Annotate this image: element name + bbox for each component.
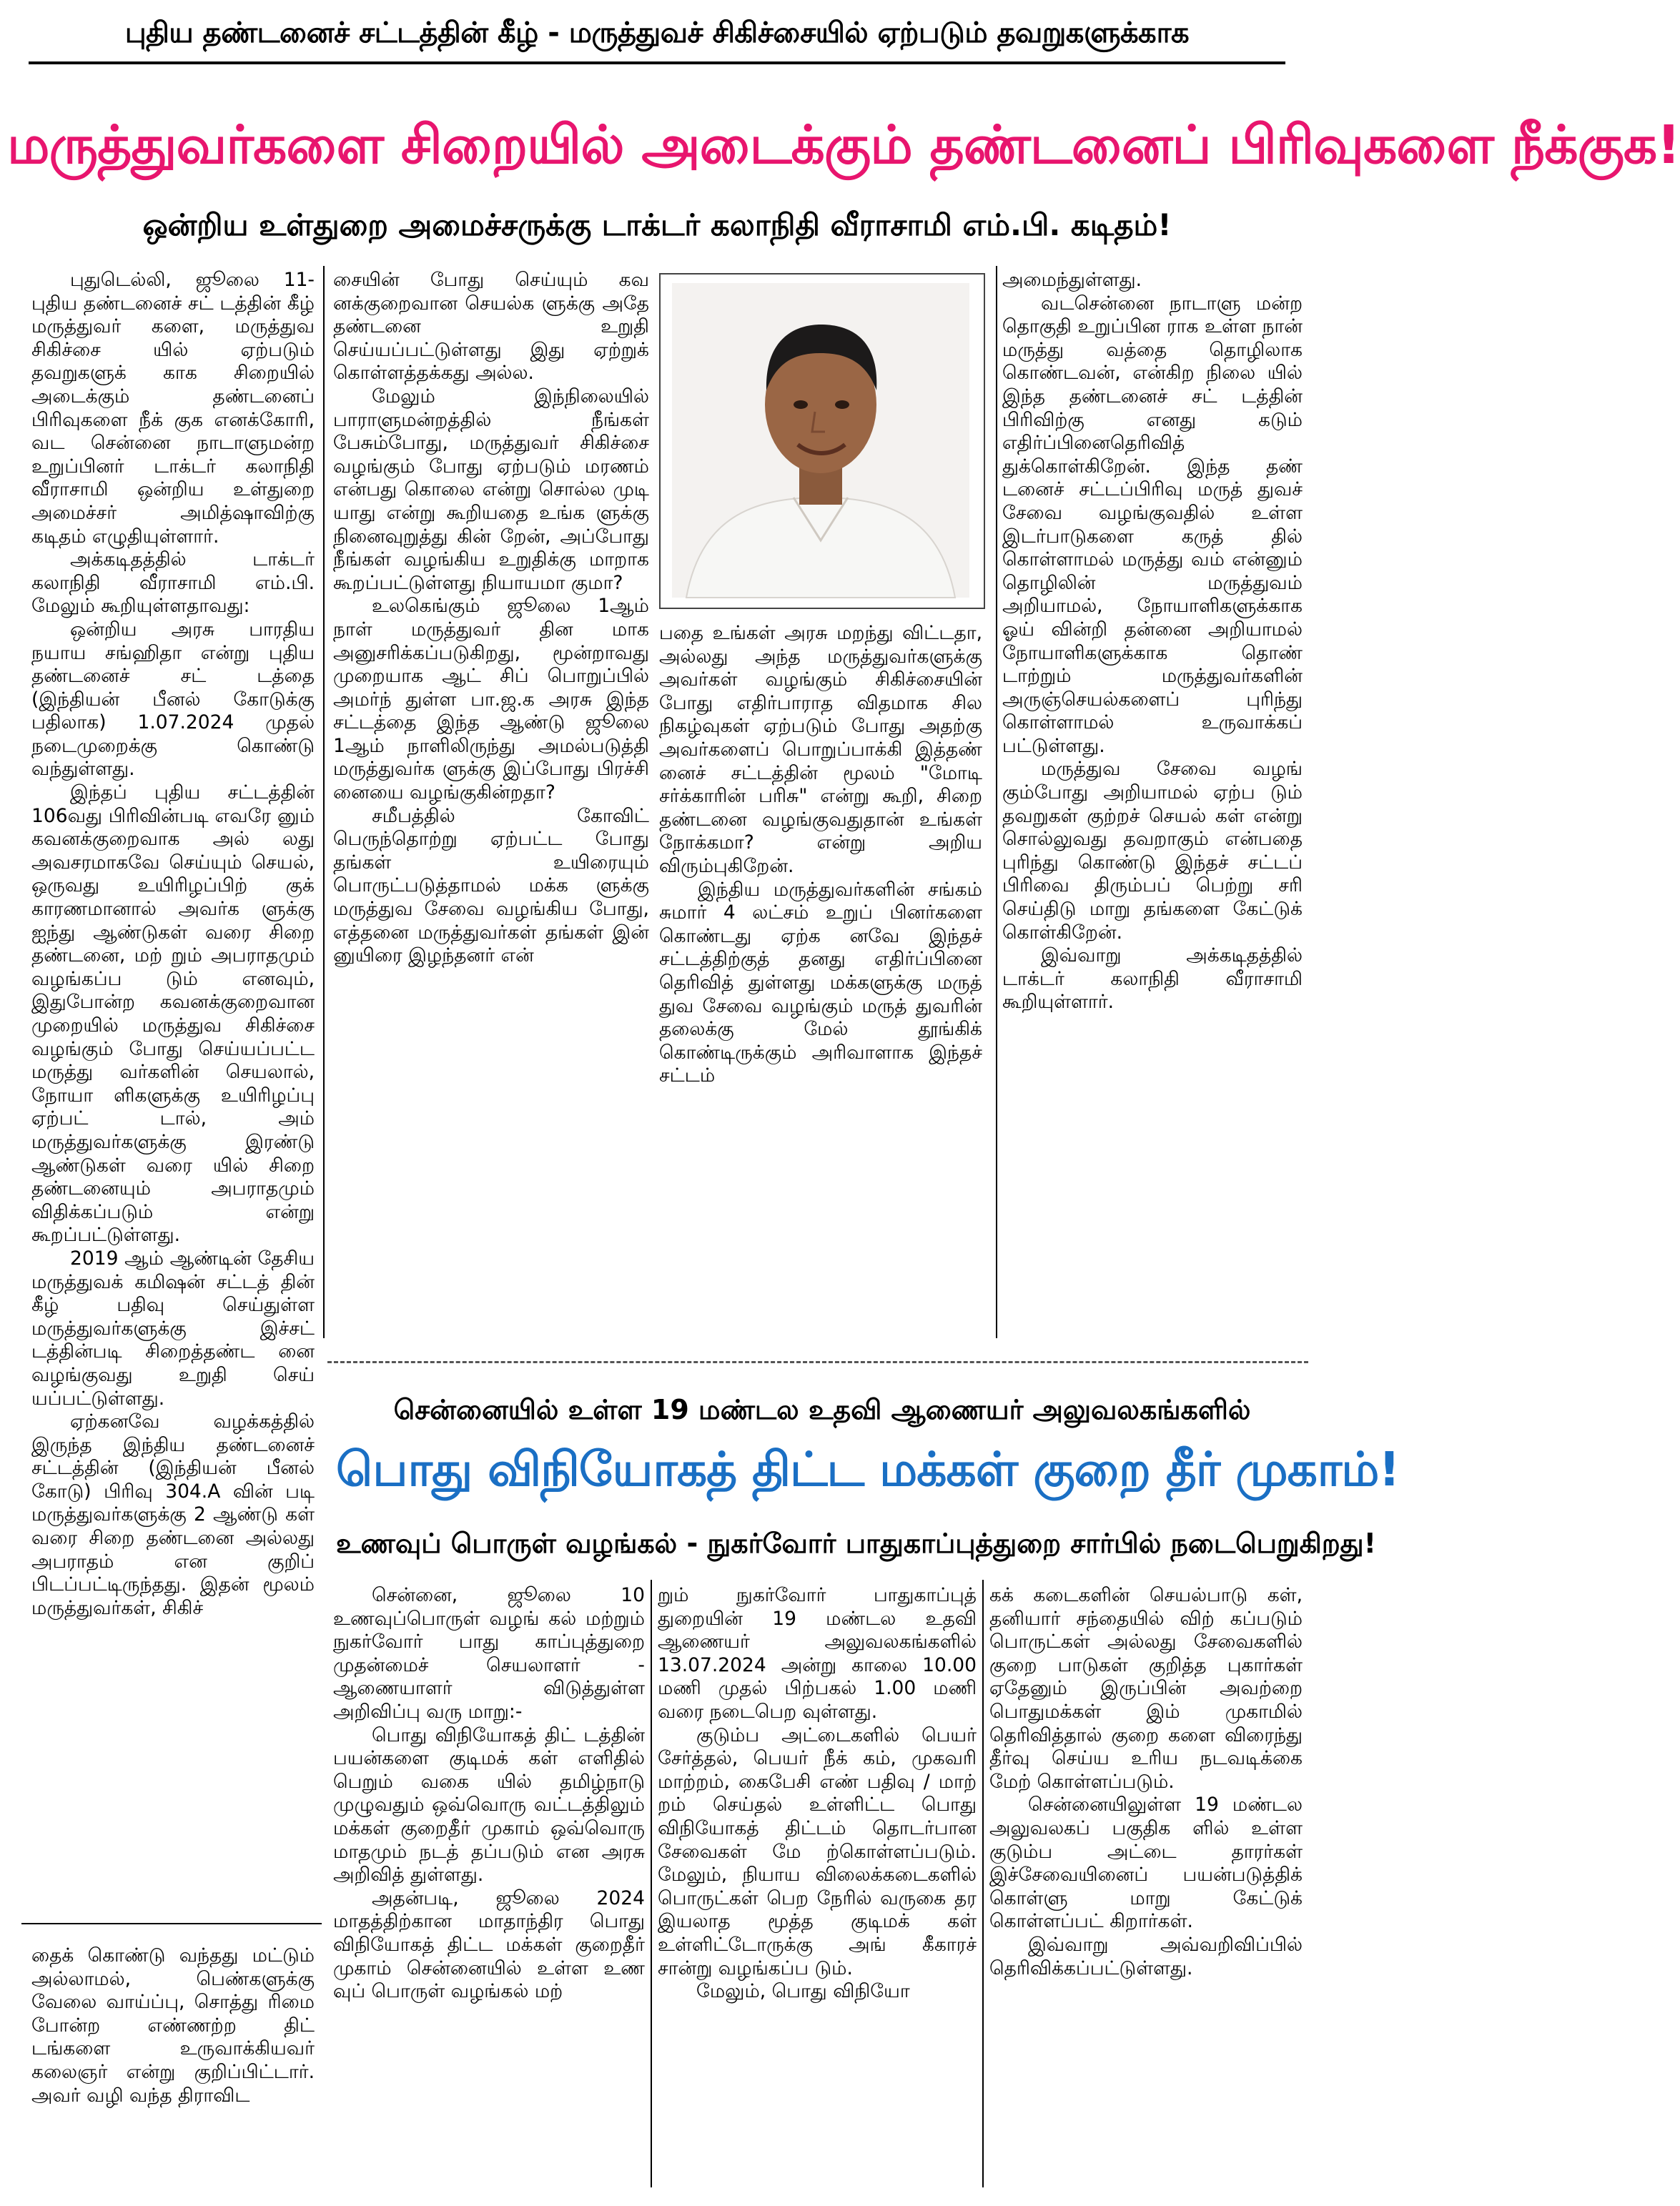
article2-subheadline: உணவுப் பொருள் வழங்கல் - நுகர்வோர் பாதுகாப்புத்துறை சார்பில் நடைபெறுகிறது!: [336, 1528, 1376, 1559]
paragraph: இந்தப் புதிய சட்டத்தின் 106வது பிரிவின்படி எவரே னும் கவனக்குறைவாக அல் லது அவசரமாகவே செய்யும் செயல், ஒருவது உயிரிழப்பிற் குக் காரணமானால் அவர்க ளுக்கு ஐந்து ஆண்டுகள் வரை சிறை தண்டனை, மற் றும் அபராதமும் வழங்கப்ப டும் எனவும், இதுபோன்ற கவனக்குறைவான முறையில் மருத்துவ சிகிச்சை வழங்கும் போது செய்யப்பட்ட மருத்து வர்களின் செயலால், நோயா ளிகளுக்கு உயிரிழப்பு ஏற்பட் டால், அம் மருத்துவர்களுக்கு இரண்டு ஆண்டுகள் வரை யில் சிறை தண்டனையும் அபராதமும் விதிக்கப்படும் என்று கூறப்பட்டுள்ளது.: [31, 781, 315, 1247]
paragraph: இவ்வாறு அக்கடிதத்தில் டாக்டர் கலாநிதி வீராசாமி கூறியுள்ளார்.: [1002, 944, 1303, 1014]
paragraph: இவ்வாறு அவ்வறிவிப்பில் தெரிவிக்கப்பட்டுள்ளது.: [989, 1933, 1303, 1979]
article1-continuation: [31, 1944, 315, 2202]
article1-column-1: [31, 269, 315, 1873]
paragraph: சமீபத்தில் கோவிட் பெருந்தொற்று ஏற்பட்ட போது தங்கள் உயிரையும் பொருட்படுத்தாமல் மக்க ளுக்கு மருத்துவ சேவை வழங்கிய போது, எத்தனை மருத்துவர்கள் தங்கள் இன் னுயிரை இழந்தனர் என்: [333, 804, 649, 967]
column-divider: [323, 266, 325, 1338]
section-divider: [21, 1923, 322, 1924]
article2-column-1: [333, 1584, 645, 2203]
column-divider: [982, 1580, 984, 2187]
paragraph: சென்னை, ஜூலை 10 உணவுப்பொருள் வழங் கல் மற்றும் நுகர்வோர் பாது காப்புத்துறை முதன்மைச் செயலாளர் - ஆணையாளர் விடுத்துள்ள அறிவிப்பு வரு மாறு:-: [333, 1584, 645, 1723]
article1-column-3: [659, 622, 982, 1344]
column-divider: [996, 266, 997, 1338]
article1-headline: மருத்துவர்களை சிறையில் அடைக்கும் தண்டனைப் பிரிவுகளை நீக்குக!: [7, 114, 1680, 176]
article2-kicker: சென்னையில் உள்ள 19 மண்டல உதவி ஆணையர் அலுவலகங்களில்: [393, 1394, 1251, 1425]
article1-kicker: புதிய தண்டனைச் சட்டத்தின் கீழ் - மருத்துவச் சிகிச்சையில் ஏற்படும் தவறுகளுக்காக: [124, 16, 1190, 49]
article2-column-2: [658, 1584, 977, 2203]
paragraph: இந்திய மருத்துவர்களின் சங்கம் சுமார் 4 லட்சம் உறுப் பினர்களை கொண்டது ஏற்க னவே இந்தச் சட்டத்திற்குத் தனது எதிர்ப்பினை தெரிவித் துள்ளது மக்களுக்கு மருத் துவ சேவை வழங்கும் மருத் துவரின் தலைக்கு மேல் தூங்கிக் கொண்டிருக்கும் அரிவாளாக இந்தச் சட்டம்: [659, 878, 982, 1087]
article1-subheadline: ஒன்றிய உள்துறை அமைச்சருக்கு டாக்டர் கலாநிதி வீராசாமி எம்.பி. கடிதம்!: [142, 207, 1172, 242]
paragraph: மேலும், பொது விநியோ: [696, 1980, 910, 2003]
paragraph: சென்னையிலுள்ள 19 மண்டல அலுவலகப் பகுதிக ளில் உள்ள குடும்ப அட்டை தாரர்கள் இச்சேவையினைப் பயன்படுத்திக் கொள்ளு மாறு கேட்டுக் கொள்ளப்பட் கிறார்கள்.: [989, 1794, 1303, 1933]
portrait-illustration: [672, 283, 969, 598]
paragraph: கக் கடைகளின் செயல்பாடு கள், தனியார் சந்தையில் விற் கப்படும் பொருட்கள் அல்லது சேவைகளில் குறை பாடுகள் குறித்த புகார்கள் ஏதேனும் இருப்பின் அவற்றை பொதுமக்கள் இம் முகாமில் தெரிவித்தால் குறை களை விரைந்து தீர்வு செய்ய உரிய நடவடிக்கை மேற் கொள்ளப்படும்.: [989, 1584, 1303, 1793]
paragraph: சையின் போது செய்யும் கவ னக்குறைவான செயல்க ளுக்கு அதே தண்டனை உறுதி செய்யப்பட்டுள்ளது இது ஏற்றுக் கொள்ளத்தக்கது அல்ல.: [333, 269, 649, 385]
paragraph: 2019 ஆம் ஆண்டின் தேசிய மருத்துவக் கமிஷன் சட்டத் தின் கீழ் பதிவு செய்துள்ள மருத்துவர்களுக்கு இச்சட் டத்தின்படி சிறைத்தண்ட னை வழங்குவது உறுதி செய் யப்பட்டுள்ளது.: [31, 1247, 315, 1410]
paragraph: ஏற்கனவே வழக்கத்தில் இருந்த இந்திய தண்டனைச் சட்டத்தின் (இந்தியன் பீனல் கோடு) பிரிவு 304.A வின் படி மருத்துவர்களுக்கு 2 ஆண்டு கள் வரை சிறை தண்டனை அல்லது அபராதம் என குறிப் பிடப்பட்டிருந்தது. இதன் மூலம் மருத்துவர்கள், சிகிச்: [31, 1410, 315, 1619]
paragraph: ஒன்றிய அரசு பாரதிய நயாய சங்ஹிதா என்று புதிய தண்டனைச் சட் டத்தை (இந்தியன் பீனல் கோடுக்கு பதிலாக) 1.07.2024 முதல் நடைமுறைக்கு கொண்டு வந்துள்ளது.: [31, 618, 315, 781]
paragraph: றும் நுகர்வோர் பாதுகாப்புத் துறையின் 19 மண்டல உதவி ஆணையர் அலுவலகங்களில் 13.07.2024 அன்று காலை 10.00 மணி முதல் பிற்பகல் 1.00 மணி வரை நடைபெற வுள்ளது.: [658, 1584, 977, 1723]
paragraph: மருத்துவ சேவை வழங் கும்போது அறியாமல் ஏற்ப டும் தவறுகள் குற்றச் செயல் கள் என்று சொல்லுவது தவறாகும் என்பதை புரிந்து கொண்டு இந்தச் சட்டப் பிரிவை திரும்பப் பெற்று சரி செய்திடு மாறு தங்களை கேட்டுக் கொள்கிறேன்.: [1002, 758, 1303, 944]
section-divider: [327, 1361, 1308, 1363]
paragraph: அமைந்துள்ளது.: [1002, 269, 1142, 291]
article1-column-4: [1002, 269, 1303, 1341]
paragraph: தைக் கொண்டு வந்தது மட்டும் அல்லாமல், பெண்களுக்கு வேலை வாய்ப்பு, சொத்து ரிமை போன்ற எண்ணற்ற திட் டங்களை உருவாக்கியவர் கலைஞர் என்று குறிப்பிட்டார். அவர் வழி வந்த திராவிட: [31, 1944, 315, 2107]
paragraph: அக்கடிதத்தில் டாக்டர் கலாநிதி வீராசாமி எம்.பி. மேலும் கூறியுள்ளதாவது:: [31, 548, 315, 618]
kicker-underline: [29, 61, 1285, 64]
paragraph: வடசென்னை நாடாளு மன்ற தொகுதி உறுப்பின ராக உள்ள நான் மருத்து வத்தை தொழிலாக கொண்டவன், என்கிற நிலை யில் இந்த தண்டனைச் சட் டத்தின் பிரிவிற்கு எனது கடும் எதிர்ப்பினைதெரிவித் துக்கொள்கிறேன். இந்த தண் டனைச் சட்டப்பிரிவு மருத் துவச் சேவை வழங்குவதில் உள்ள இடர்பாடுகளை கருத் தில் கொள்ளாமல் மருத்து வம் என்னும் தொழிலின் மருத்துவம் அறியாமல், நோயாளிகளுக்காக ஓய் வின்றி தன்னை அறியாமல் நோயாளிகளுக்காக தொண் டாற்றும் மருத்துவர்களின் அருஞ்செயல்களைப் புரிந்து கொள்ளாமல் உருவாக்கப் பட்டுள்ளது.: [1002, 292, 1303, 757]
article1-column-2: [333, 269, 649, 1341]
paragraph: அதன்படி, ஜூலை 2024 மாதத்திற்கான மாதாந்திர பொது விநியோகத் திட்ட மக்கள் குறைதீர் முகாம் சென்னையில் உள்ள உண வுப் பொருள் வழங்கல் மற்: [333, 1886, 645, 2003]
paragraph: உலகெங்கும் ஜூலை 1ஆம் நாள் மருத்துவர் தின மாக அனுசரிக்கப்படுகிறது, மூன்றாவது முறையாக ஆட் சிப் பொறுப்பில் அமர்ந் துள்ள பா.ஜ.க அரசு இந்த சட்டத்தை இந்த ஆண்டு ஜூலை 1ஆம் நாளிலிருந்து அமல்படுத்தி மருத்துவர்க ளுக்கு இப்போது பிரச்சி னையை வழங்குகின்றதா?: [333, 595, 649, 804]
paragraph: குடும்ப அட்டைகளில் பெயர் சேர்த்தல், பெயர் நீக் கம், முகவரி மாற்றம், கைபேசி எண் பதிவு / மாற் றம் செய்தல் உள்ளிட்ட பொது விநியோகத் திட்டம் தொடர்பான சேவைகள் மே ற்கொள்ளப்படும். மேலும், நியாய விலைக்கடைகளில் பொருட்கள் பெற நேரில் வருகை தர இயலாத மூத்த குடிமக் கள் உள்ளிட்டோருக்கு அங் கீகாரச் சான்று வழங்கப்ப டும்.: [658, 1723, 977, 1979]
paragraph: புதுடெல்லி, ஜூலை 11- புதிய தண்டனைச் சட் டத்தின் கீழ் மருத்துவர் களை, மருத்துவ சிகிச்சை யில் ஏற்படும் தவறுகளுக் காக சிறையில் அடைக்கும் தண்டனைப் பிரிவுகளை நீக் குக எனக்கோரி, வட சென்னை நாடாளுமன்ற உறுப்பினர் டாக்டர் கலாநிதி வீராசாமி ஒன்றிய உள்துறை அமைச்சர் அமித்ஷாவிற்கு கடிதம் எழுதியுள்ளார்.: [31, 269, 315, 548]
portrait-photo: [672, 283, 969, 598]
column-divider: [651, 1580, 652, 2187]
paragraph: பொது விநியோகத் திட் டத்தின் பயன்களை குடிமக் கள் எளிதில் பெறும் வகை யில் தமிழ்நாடு முழுவதும் ஒவ்வொரு வட்டத்திலும் மக்கள் குறைதீர் முகாம் ஒவ்வொரு மாதமும் நடத் தப்படும் என அரசு அறிவித் துள்ளது.: [333, 1723, 645, 1886]
article2-headline: பொது விநியோகத் திட்ட மக்கள் குறை தீர் முகாம்!: [336, 1442, 1400, 1497]
paragraph: பதை உங்கள் அரசு மறந்து விட்டதா, அல்லது அந்த மருத்துவர்களுக்கு அவர்கள் வழங்கும் சிகிச்சையின் போது எதிர்பாராத விதமாக சில நிகழ்வுகள் ஏற்படும் போது அதற்கு அவர்களைப் பொறுப்பாக்கி இத்தண் னைச் சட்டத்தின் மூலம் "மோடி சர்க்காரின் பரிசு" என்று கூறி, சிறை தண்டனை வழங்குவதுதான் உங்கள் நோக்கமா? என்று அறிய விரும்புகிறேன்.: [659, 622, 982, 877]
paragraph: மேலும் இந்நிலையில் பாராளுமன்றத்தில் நீங்கள் பேசும்போது, மருத்துவர் சிகிச்சை வழங்கும் போது ஏற்படும் மரணம் என்பது கொலை என்று சொல்ல முடி யாது என்று கூறியதை உங்க ளுக்கு நினைவுறுத்து கின் றேன், அப்போது நீங்கள் வழங்கிய உறுதிக்கு மாறாக கூறப்பட்டுள்ளது நியாயமா குமா?: [333, 385, 649, 594]
article2-column-3: [989, 1584, 1303, 2203]
